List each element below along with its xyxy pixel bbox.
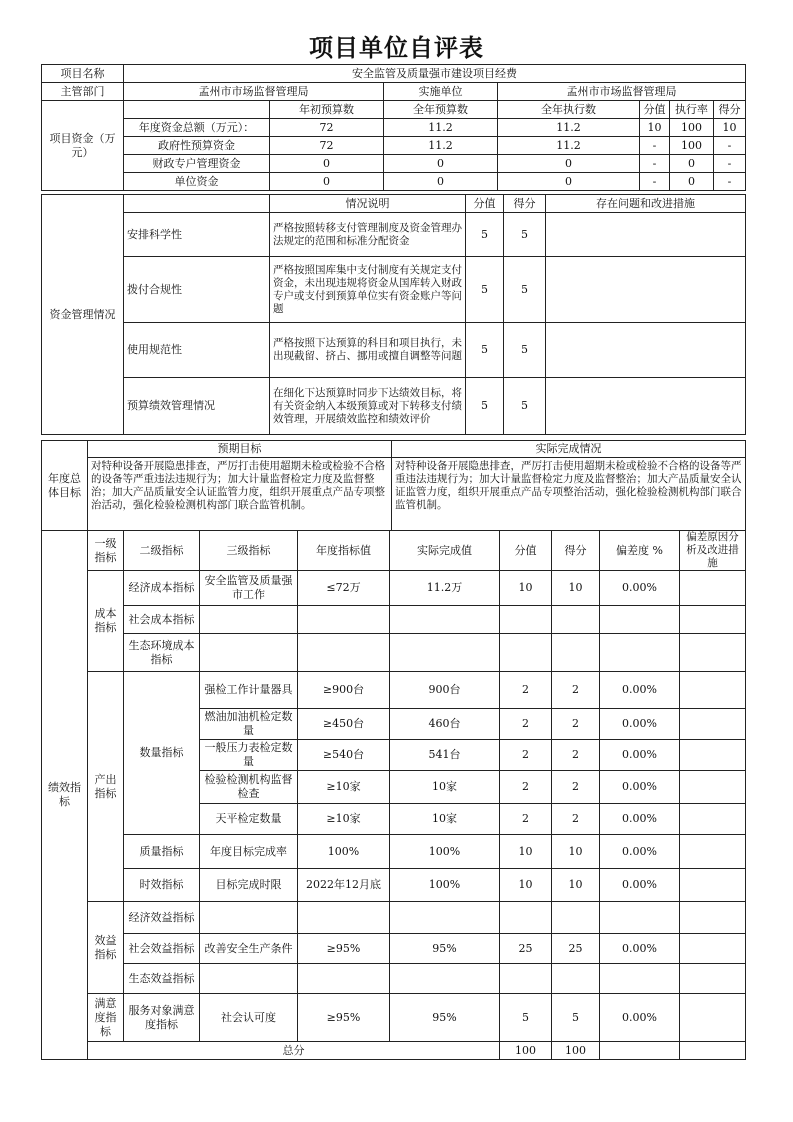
mgmt-row-name: 拨付合规性 — [124, 257, 270, 323]
target-cell: ≥900台 — [298, 672, 390, 709]
level1-benefit: 效益指标 — [88, 902, 124, 994]
goals-table — [41, 440, 746, 531]
dev-cell: 0.00% — [600, 994, 680, 1042]
empty-cell — [500, 902, 552, 934]
col-header: 一级指标 — [88, 531, 124, 571]
col-header: 年度指标值 — [298, 531, 390, 571]
mgmt-desc: 严格按照国库集中支付制度有关规定支付资金，未出现违规将资金从国库转入财政专户或支付到预算单位实有资金账户等问题 — [270, 257, 466, 323]
dev-cell: 0.00% — [600, 709, 680, 740]
funds-cell: 10 — [640, 119, 670, 137]
funds-cell: 0 — [670, 155, 714, 173]
empty-cell — [680, 1042, 746, 1060]
funds-cell: - — [714, 137, 746, 155]
level3-cell: 改善安全生产条件 — [200, 934, 298, 964]
target-cell: ≥95% — [298, 934, 390, 964]
mgmt-header-blank — [124, 195, 270, 213]
note-cell — [680, 835, 746, 869]
level3-cell: 目标完成时限 — [200, 869, 298, 902]
empty-cell — [500, 964, 552, 994]
dev-cell: 0.00% — [600, 672, 680, 709]
mgmt-row-name: 使用规范性 — [124, 323, 270, 378]
mgmt-table — [41, 194, 746, 435]
dept-label: 主管部门 — [42, 83, 124, 101]
empty-cell — [298, 964, 390, 994]
score-cell: 10 — [500, 571, 552, 606]
actual-cell: 11.2万 — [390, 571, 500, 606]
level3-cell: 检验检测机构监督检查 — [200, 771, 298, 804]
got-cell: 2 — [552, 804, 600, 835]
performance-table — [41, 530, 746, 1060]
empty-cell — [552, 634, 600, 672]
mgmt-issue — [546, 213, 746, 257]
empty-cell — [680, 902, 746, 934]
funds-row-name: 财政专户管理资金 — [124, 155, 270, 173]
funds-table — [41, 64, 746, 191]
level2-timeliness: 时效指标 — [124, 869, 200, 902]
empty-cell — [600, 1042, 680, 1060]
funds-cell: 0 — [270, 173, 384, 191]
note-cell — [680, 709, 746, 740]
empty-cell — [390, 634, 500, 672]
got-cell: 10 — [552, 869, 600, 902]
level2-quality: 质量指标 — [124, 835, 200, 869]
col-header: 全年预算数 — [384, 101, 498, 119]
got-cell: 2 — [552, 672, 600, 709]
score-cell: 2 — [500, 771, 552, 804]
funds-row-name: 单位资金 — [124, 173, 270, 191]
funds-row-name: 政府性预算资金 — [124, 137, 270, 155]
empty-cell — [390, 964, 500, 994]
level2-quantity: 数量指标 — [124, 672, 200, 835]
target-cell: 2022年12月底 — [298, 869, 390, 902]
empty-cell — [552, 964, 600, 994]
empty-cell — [298, 902, 390, 934]
level3-cell: 一般压力表检定数量 — [200, 740, 298, 771]
level2-social-benefit: 社会效益指标 — [124, 934, 200, 964]
note-cell — [680, 869, 746, 902]
dept-value: 孟州市市场监督管理局 — [124, 83, 384, 101]
dev-cell: 0.00% — [600, 771, 680, 804]
funds-cell: 0 — [670, 173, 714, 191]
score-cell: 2 — [500, 709, 552, 740]
empty-cell — [390, 902, 500, 934]
empty-cell — [680, 606, 746, 634]
got-cell: 5 — [552, 994, 600, 1042]
level3-cell: 强检工作计量器具 — [200, 672, 298, 709]
funds-cell: 100 — [670, 119, 714, 137]
target-cell: ≤72万 — [298, 571, 390, 606]
project-name-label: 项目名称 — [42, 65, 124, 83]
empty-cell — [600, 634, 680, 672]
mgmt-score: 5 — [466, 378, 504, 435]
target-cell: ≥540台 — [298, 740, 390, 771]
funds-row-name: 年度资金总额（万元）： — [124, 119, 270, 137]
mgmt-score: 5 — [466, 257, 504, 323]
level3-cell: 社会认可度 — [200, 994, 298, 1042]
empty-cell — [600, 902, 680, 934]
empty-cell — [500, 606, 552, 634]
empty-cell — [298, 634, 390, 672]
perf-label: 绩效指标 — [42, 531, 88, 1060]
funds-cell: 10 — [714, 119, 746, 137]
mgmt-got: 5 — [504, 257, 546, 323]
mgmt-got: 5 — [504, 323, 546, 378]
empty-cell — [680, 964, 746, 994]
target-cell: ≥10家 — [298, 804, 390, 835]
col-header: 分值 — [640, 101, 670, 119]
empty-cell — [500, 634, 552, 672]
funds-cell: 72 — [270, 119, 384, 137]
col-header: 分值 — [500, 531, 552, 571]
col-header: 得分 — [552, 531, 600, 571]
funds-cell: - — [714, 155, 746, 173]
score-cell: 10 — [500, 835, 552, 869]
level3-cell: 天平检定数量 — [200, 804, 298, 835]
funds-cell: 0 — [498, 155, 640, 173]
col-header: 执行率 — [670, 101, 714, 119]
funds-cell: - — [640, 155, 670, 173]
empty-cell — [200, 606, 298, 634]
target-cell: 100% — [298, 835, 390, 869]
mgmt-issue — [546, 323, 746, 378]
mgmt-got: 5 — [504, 213, 546, 257]
level2-eco-cost: 生态环境成本指标 — [124, 634, 200, 672]
funds-cell: 100 — [670, 137, 714, 155]
actual-cell: 900台 — [390, 672, 500, 709]
actual-cell: 100% — [390, 835, 500, 869]
empty-cell — [200, 634, 298, 672]
actual-cell: 95% — [390, 934, 500, 964]
funds-cell: 11.2 — [498, 137, 640, 155]
level3-cell: 燃油加油机检定数量 — [200, 709, 298, 740]
funds-cell: 0 — [270, 155, 384, 173]
mgmt-row-name: 安排科学性 — [124, 213, 270, 257]
col-header: 二级指标 — [124, 531, 200, 571]
actual-cell: 95% — [390, 994, 500, 1042]
mgmt-row-name: 预算绩效管理情况 — [124, 378, 270, 435]
note-cell — [680, 771, 746, 804]
actual-cell: 10家 — [390, 771, 500, 804]
empty-cell — [600, 606, 680, 634]
actual-label: 实际完成情况 — [392, 441, 746, 458]
note-cell — [680, 994, 746, 1042]
empty-cell — [680, 634, 746, 672]
actual-cell: 100% — [390, 869, 500, 902]
target-cell: ≥95% — [298, 994, 390, 1042]
funds-label: 项目资金（万元） — [42, 101, 124, 191]
col-header: 偏差原因分析及改进措施 — [680, 531, 746, 571]
expected-label: 预期目标 — [88, 441, 392, 458]
expected-goal: 对特种设备开展隐患排查，严厉打击使用超期未检或检验不合格的设备等严重违法违规行为；加大计量监督检定力度及监督整治；加大产品质量安全认证监管力度，组织开展重点产品专项整治活动，强化检验检测机构部门联合监管机制。 — [88, 458, 392, 531]
mgmt-score: 5 — [466, 323, 504, 378]
mgmt-issue — [546, 378, 746, 435]
note-cell — [680, 804, 746, 835]
mgmt-desc: 在细化下达预算时同步下达绩效目标，将有关资金纳入本级预算或对下转移支付绩效管理，开展绩效监控和绩效评价 — [270, 378, 466, 435]
level2-economic-cost: 经济成本指标 — [124, 571, 200, 606]
col-header: 情况说明 — [270, 195, 466, 213]
got-cell: 2 — [552, 740, 600, 771]
mgmt-label: 资金管理情况 — [42, 195, 124, 435]
funds-cell: - — [640, 137, 670, 155]
mgmt-score: 5 — [466, 213, 504, 257]
got-cell: 2 — [552, 771, 600, 804]
mgmt-desc: 严格按照转移支付管理制度及资金管理办法规定的范围和标准分配资金 — [270, 213, 466, 257]
level1-cost: 成本指标 — [88, 571, 124, 672]
dev-cell: 0.00% — [600, 740, 680, 771]
total-got: 100 — [552, 1042, 600, 1060]
empty-cell — [552, 902, 600, 934]
dev-cell: 0.00% — [600, 804, 680, 835]
got-cell: 25 — [552, 934, 600, 964]
project-name: 安全监管及质量强市建设项目经费 — [124, 65, 746, 83]
level2-social-cost: 社会成本指标 — [124, 606, 200, 634]
col-header: 年初预算数 — [270, 101, 384, 119]
mgmt-issue — [546, 257, 746, 323]
impl-value: 孟州市市场监督管理局 — [498, 83, 746, 101]
col-header: 得分 — [714, 101, 746, 119]
page-title: 项目单位自评表 — [309, 34, 484, 62]
score-cell: 2 — [500, 804, 552, 835]
dev-cell: 0.00% — [600, 571, 680, 606]
col-header: 三级指标 — [200, 531, 298, 571]
level1-output: 产出指标 — [88, 672, 124, 902]
total-label: 总分 — [88, 1042, 500, 1060]
level3-cell: 安全监管及质量强市工作 — [200, 571, 298, 606]
dev-cell: 0.00% — [600, 835, 680, 869]
col-header: 存在问题和改进措施 — [546, 195, 746, 213]
empty-cell — [552, 606, 600, 634]
total-score: 100 — [500, 1042, 552, 1060]
actual-goal: 对特种设备开展隐患排查，严厉打击使用超期未检或检验不合格的设备等严重违法违规行为；加大计量监督检定力度及监督整治；加大产品质量安全认证监管力度，组织开展重点产品专项整治活动，强化检验检测机构部门联合监管机制。 — [392, 458, 746, 531]
score-cell: 2 — [500, 672, 552, 709]
actual-cell: 10家 — [390, 804, 500, 835]
funds-cell: - — [714, 173, 746, 191]
funds-cell: 11.2 — [384, 119, 498, 137]
score-cell: 10 — [500, 869, 552, 902]
impl-label: 实施单位 — [384, 83, 498, 101]
note-cell — [680, 740, 746, 771]
level2-eco-benefit: 生态效益指标 — [124, 964, 200, 994]
score-cell: 2 — [500, 740, 552, 771]
col-header: 全年执行数 — [498, 101, 640, 119]
empty-cell — [390, 606, 500, 634]
note-cell — [680, 672, 746, 709]
goals-label: 年度总体目标 — [42, 441, 88, 531]
funds-cell: 0 — [384, 155, 498, 173]
level3-cell: 年度目标完成率 — [200, 835, 298, 869]
dev-cell: 0.00% — [600, 934, 680, 964]
level2-service: 服务对象满意度指标 — [124, 994, 200, 1042]
actual-cell: 460台 — [390, 709, 500, 740]
level1-satisfaction: 满意度指标 — [88, 994, 124, 1042]
empty-cell — [600, 964, 680, 994]
dev-cell: 0.00% — [600, 869, 680, 902]
funds-cell: 0 — [384, 173, 498, 191]
funds-cell: - — [640, 173, 670, 191]
funds-header-blank — [124, 101, 270, 119]
level2-economic-benefit: 经济效益指标 — [124, 902, 200, 934]
mgmt-got: 5 — [504, 378, 546, 435]
got-cell: 10 — [552, 571, 600, 606]
got-cell: 10 — [552, 835, 600, 869]
target-cell: ≥10家 — [298, 771, 390, 804]
score-cell: 25 — [500, 934, 552, 964]
got-cell: 2 — [552, 709, 600, 740]
note-cell — [680, 571, 746, 606]
col-header: 实际完成值 — [390, 531, 500, 571]
funds-cell: 11.2 — [384, 137, 498, 155]
col-header: 得分 — [504, 195, 546, 213]
funds-cell: 11.2 — [498, 119, 640, 137]
empty-cell — [298, 606, 390, 634]
funds-cell: 72 — [270, 137, 384, 155]
empty-cell — [200, 964, 298, 994]
target-cell: ≥450台 — [298, 709, 390, 740]
note-cell — [680, 934, 746, 964]
col-header: 偏差度 % — [600, 531, 680, 571]
col-header: 分值 — [466, 195, 504, 213]
mgmt-desc: 严格按照下达预算的科目和项目执行，未出现截留、挤占、挪用或擅自调整等问题 — [270, 323, 466, 378]
funds-cell: 0 — [498, 173, 640, 191]
actual-cell: 541台 — [390, 740, 500, 771]
score-cell: 5 — [500, 994, 552, 1042]
empty-cell — [200, 902, 298, 934]
